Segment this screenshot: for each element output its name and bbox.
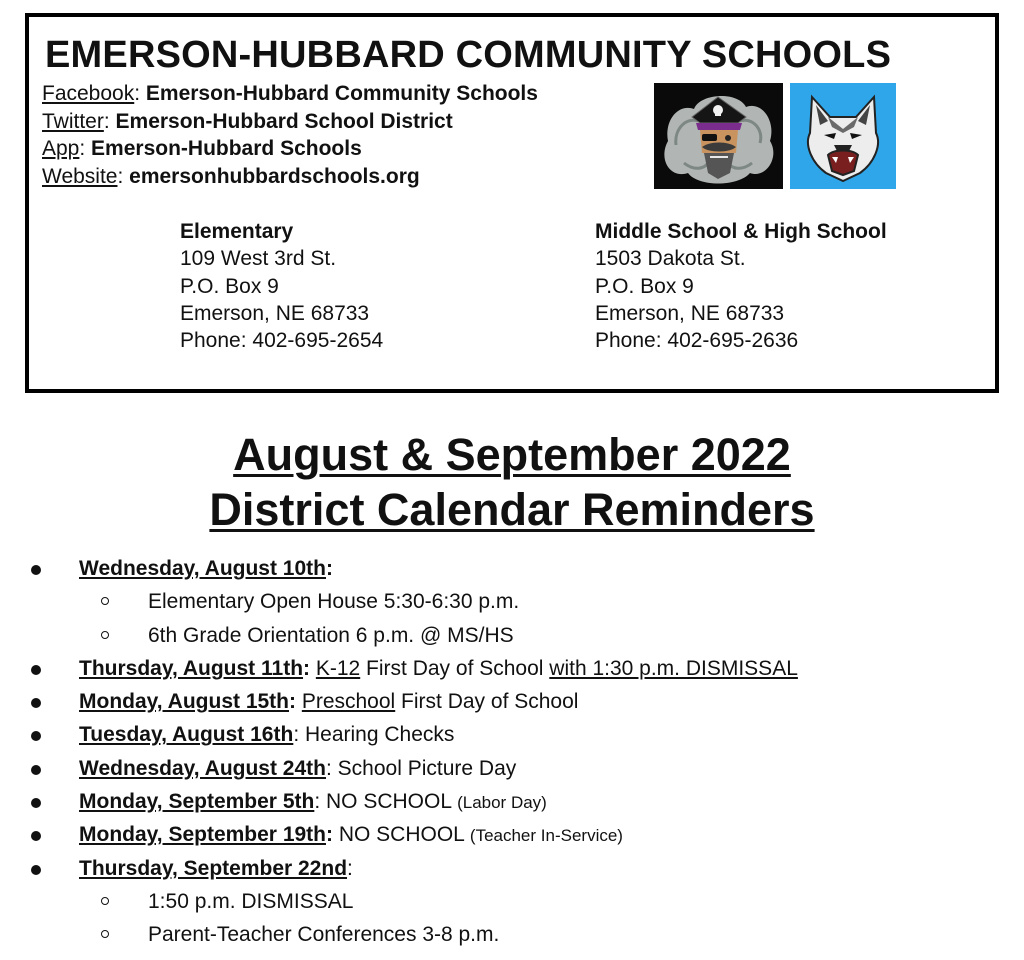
app-link[interactable]: App <box>42 137 80 160</box>
social-links <box>42 80 538 190</box>
reminder-text <box>79 752 516 785</box>
reminder-detail: First Day of School <box>395 690 579 714</box>
mshs-city: Emerson, NE 68733 <box>595 301 785 325</box>
pirate-logo <box>654 83 783 189</box>
facebook-value: Emerson-Hubbard Community Schools <box>145 82 538 105</box>
reminder-detail: First Day of School <box>360 656 550 680</box>
reminder-list <box>0 552 1024 952</box>
reminder-date: Thursday, September 22nd <box>79 856 348 880</box>
reminder-sep: : <box>303 656 316 680</box>
elementary-phone: Phone: 402-695-2654 <box>180 329 384 353</box>
district-header-box <box>25 13 999 393</box>
sub-list-item <box>0 585 1024 618</box>
reminder-text <box>79 685 578 718</box>
sub-list-item <box>0 619 1024 652</box>
reminder-detail: NO SCHOOL <box>326 790 458 814</box>
list-item <box>0 652 1024 685</box>
bullet-icon <box>31 731 41 741</box>
sub-reminder-text: Elementary Open House 5:30-6:30 p.m. <box>148 590 520 614</box>
website-row: Website: emersonhubbardschools.org <box>42 164 420 188</box>
bullet-icon <box>31 565 41 575</box>
list-item <box>0 785 1024 818</box>
website-link[interactable]: Website <box>42 164 118 188</box>
reminder-date: Wednesday, August 10th <box>79 557 326 580</box>
sub-list-item <box>0 885 1024 918</box>
website-value: emersonhubbardschools.org <box>129 164 420 188</box>
mshs-street: 1503 Dakota St. <box>595 247 746 271</box>
elementary-city: Emerson, NE 68733 <box>180 301 370 325</box>
circle-bullet-icon <box>101 930 109 938</box>
district-title: EMERSON-HUBBARD COMMUNITY SCHOOLS <box>45 34 892 76</box>
reminder-sep: : <box>293 723 305 747</box>
reminder-text <box>79 552 333 585</box>
circle-bullet-icon <box>101 631 109 639</box>
app-row: App: Emerson-Hubbard Schools <box>42 137 362 160</box>
reminder-detail: School Picture Day <box>337 756 517 780</box>
reminder-date: Wednesday, August 24th <box>79 756 326 780</box>
reminder-sep: : <box>326 557 333 580</box>
elementary-po-box: P.O. Box 9 <box>180 274 279 298</box>
list-item <box>0 752 1024 785</box>
mshs-po-box: P.O. Box 9 <box>595 274 694 298</box>
reminder-detail: Hearing Checks <box>304 723 455 747</box>
reminder-text <box>79 785 547 819</box>
wolf-logo-icon <box>790 83 896 189</box>
pirate-logo-icon <box>654 83 783 189</box>
list-item <box>0 718 1024 751</box>
reminder-date: Thursday, August 11th <box>79 656 304 680</box>
bullet-icon <box>31 765 41 775</box>
facebook-row: Facebook: Emerson-Hubbard Community Schools <box>42 82 538 105</box>
reminder-sep: : <box>347 856 353 880</box>
reminder-grades: Preschool <box>301 690 396 714</box>
bullet-icon <box>31 698 41 708</box>
twitter-value: Emerson-Hubbard School District <box>115 109 453 133</box>
sub-reminder-text: 1:50 p.m. DISMISSAL <box>148 889 354 913</box>
mshs-phone: Phone: 402-695-2636 <box>595 329 799 353</box>
elementary-address <box>180 218 383 354</box>
wolf-logo <box>790 83 896 189</box>
circle-bullet-icon <box>101 897 109 905</box>
bullet-icon <box>31 865 41 875</box>
reminder-dismissal: with 1:30 p.m. DISMISSAL <box>549 656 798 680</box>
twitter-row: Twitter: Emerson-Hubbard School District <box>42 109 453 133</box>
sub-reminder-text: Parent-Teacher Conferences 3-8 p.m. <box>148 923 500 947</box>
reminder-text <box>79 818 623 852</box>
reminder-note: (Labor Day) <box>457 793 547 813</box>
elementary-street: 109 West 3rd St. <box>180 247 337 271</box>
mshs-address <box>595 218 887 354</box>
reminder-text <box>79 852 353 885</box>
bullet-icon <box>31 798 41 808</box>
facebook-link[interactable]: Facebook <box>42 82 135 105</box>
reminder-sep: : <box>326 823 339 847</box>
calendar-title-line1: August & September 2022 <box>233 429 791 480</box>
app-value: Emerson-Hubbard Schools <box>91 137 362 160</box>
reminder-sep: : <box>314 790 326 814</box>
twitter-link[interactable]: Twitter <box>42 109 104 133</box>
bullet-icon <box>31 665 41 675</box>
reminder-text <box>79 652 798 685</box>
sub-list-item <box>0 918 1024 951</box>
reminder-date: Monday, September 19th <box>79 823 326 847</box>
reminder-grades: K-12 <box>315 656 361 680</box>
reminder-date: Tuesday, August 16th <box>79 723 294 747</box>
reminder-date: Monday, September 5th <box>79 790 315 814</box>
reminder-date: Monday, August 15th <box>79 690 289 714</box>
reminder-detail: NO SCHOOL <box>338 823 470 847</box>
sub-reminder-text: 6th Grade Orientation 6 p.m. @ MS/HS <box>148 623 514 647</box>
bullet-icon <box>31 831 41 841</box>
reminder-sep: : <box>289 690 302 714</box>
list-item <box>0 818 1024 851</box>
mshs-heading: Middle School & High School <box>595 220 887 243</box>
list-item <box>0 552 1024 585</box>
reminder-sep: : <box>326 756 338 780</box>
elementary-heading: Elementary <box>180 220 294 243</box>
list-item <box>0 685 1024 718</box>
circle-bullet-icon <box>101 597 109 605</box>
reminder-note: (Teacher In-Service) <box>469 826 623 846</box>
reminder-text <box>79 718 454 751</box>
calendar-title-line2: District Calendar Reminders <box>209 484 815 535</box>
list-item <box>0 852 1024 885</box>
